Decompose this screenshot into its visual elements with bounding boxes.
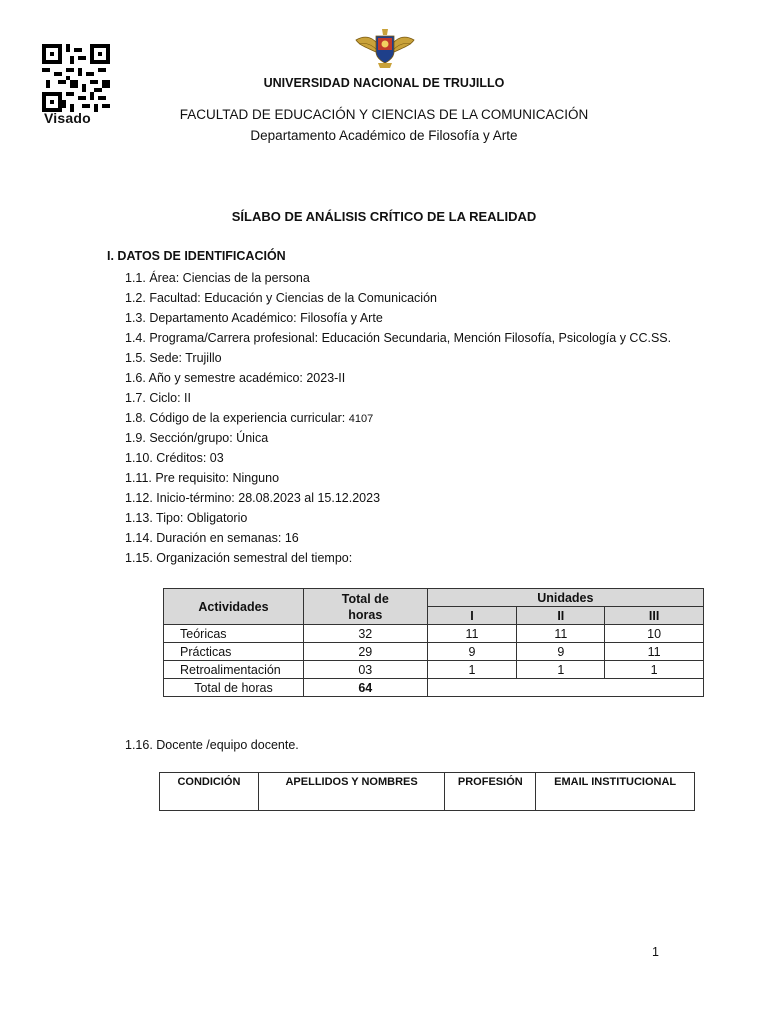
header-apellidos-nombres: APELLIDOS Y NOMBRES — [258, 773, 445, 811]
total-label: Total de horas — [164, 679, 304, 697]
code-value: 4107 — [348, 413, 374, 425]
row-unit-1: 9 — [427, 643, 517, 661]
code-label: 1.8. Código de la experiencia curricular: — [125, 411, 349, 425]
row-unit-1: 11 — [427, 625, 517, 643]
list-item: 1.12. Inicio-término: 28.08.2023 al 15.12.2023 — [125, 491, 381, 505]
row-unit-3: 11 — [605, 643, 704, 661]
table-row — [164, 661, 704, 679]
table-row — [164, 643, 704, 661]
page-number: 1 — [652, 945, 659, 959]
list-item: 1.4. Programa/Carrera profesional: Educación Secundaria, Mención Filosofía, Psicología y CC.SS. — [125, 331, 672, 345]
row-unit-3: 10 — [605, 625, 704, 643]
header-unit-2: II — [517, 607, 605, 625]
header-email: EMAIL INSTITUCIONAL — [536, 773, 695, 811]
list-item — [125, 408, 671, 428]
header-unit-3: III — [605, 607, 704, 625]
row-total: 29 — [303, 643, 427, 661]
list-item: 1.6. Año y semestre académico: 2023-II — [125, 371, 346, 385]
total-value: 64 — [303, 679, 427, 697]
section-heading: I. DATOS DE IDENTIFICACIÓN — [107, 249, 286, 263]
row-unit-2: 9 — [517, 643, 605, 661]
list-item: 1.11. Pre requisito: Ninguno — [125, 471, 280, 485]
identification-list — [125, 268, 671, 568]
row-unit-2: 11 — [517, 625, 605, 643]
list-item: 1.10. Créditos: 03 — [125, 451, 224, 465]
table-header-row — [160, 773, 695, 811]
row-unit-2: 1 — [517, 661, 605, 679]
list-item: 1.15. Organización semestral del tiempo: — [125, 551, 353, 565]
row-unit-3: 1 — [605, 661, 704, 679]
header-profesion: PROFESIÓN — [445, 773, 536, 811]
row-total: 32 — [303, 625, 427, 643]
list-item: 1.5. Sede: Trujillo — [125, 351, 222, 365]
section-heading-docente: 1.16. Docente /equipo docente. — [125, 738, 299, 752]
header-units: Unidades — [427, 589, 703, 607]
list-item: 1.1. Área: Ciencias de la persona — [125, 271, 310, 285]
university-name: UNIVERSIDAD NACIONAL DE TRUJILLO — [263, 76, 505, 90]
list-item: 1.3. Departamento Académico: Filosofía y Arte — [125, 311, 383, 325]
document-title: SÍLABO DE ANÁLISIS CRÍTICO DE LA REALIDAD — [231, 209, 537, 224]
header-activities: Actividades — [164, 589, 304, 625]
header-condicion: CONDICIÓN — [160, 773, 259, 811]
table-header-row — [164, 589, 704, 607]
row-total: 03 — [303, 661, 427, 679]
list-item: 1.2. Facultad: Educación y Ciencias de la Comunicación — [125, 291, 437, 305]
header-unit-1: I — [427, 607, 517, 625]
row-unit-1: 1 — [427, 661, 517, 679]
list-item: 1.7. Ciclo: II — [125, 391, 191, 405]
header-total-hours-line1: Total de — [341, 591, 389, 606]
list-item: 1.9. Sección/grupo: Única — [125, 431, 269, 445]
header-total-hours-line2: horas — [348, 607, 383, 622]
time-organization-table — [163, 588, 704, 697]
table-row — [164, 625, 704, 643]
faculty-name: FACULTAD DE EDUCACIÓN Y CIENCIAS DE LA COMUNICACIÓN — [179, 107, 589, 122]
table-total-row — [164, 679, 704, 697]
list-item: 1.14. Duración en semanas: 16 — [125, 531, 299, 545]
visado-label: Visado — [44, 110, 91, 126]
list-item: 1.13. Tipo: Obligatorio — [125, 511, 248, 525]
total-empty-cell — [427, 679, 703, 697]
header-total-hours — [303, 589, 427, 625]
row-label: Retroalimentación — [164, 661, 304, 679]
department-name: Departamento Académico de Filosofía y Arte — [250, 128, 518, 143]
row-label: Prácticas — [164, 643, 304, 661]
university-logo — [352, 26, 418, 70]
row-label: Teóricas — [164, 625, 304, 643]
staff-table — [159, 772, 695, 811]
